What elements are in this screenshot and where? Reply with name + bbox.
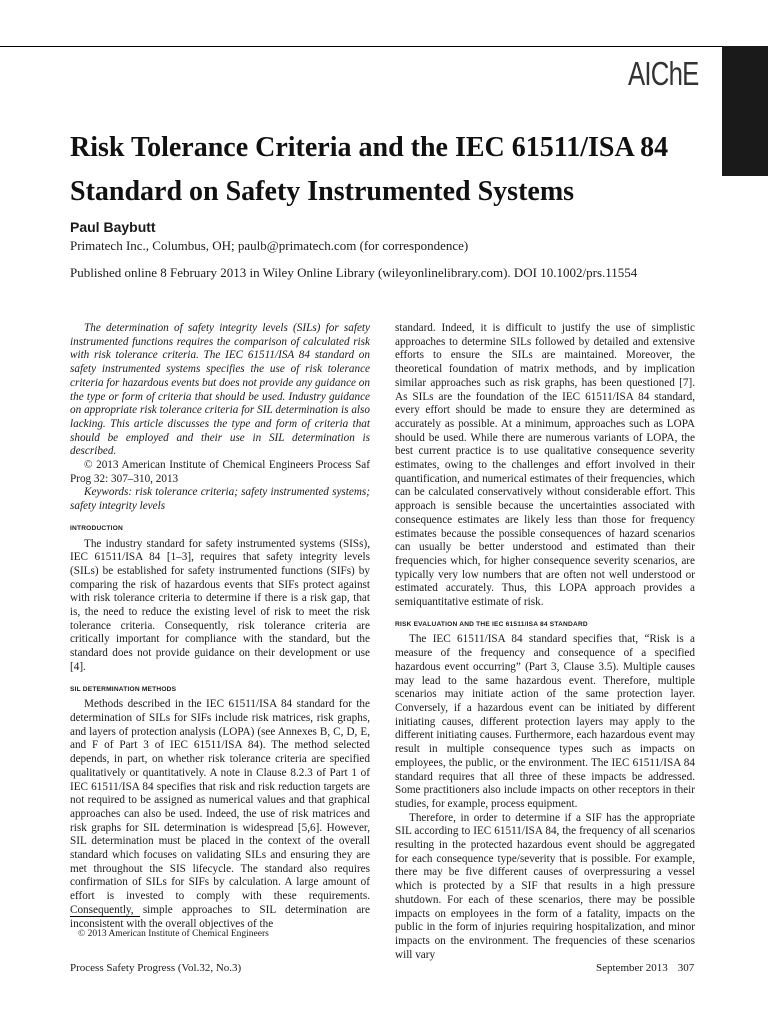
introduction-paragraph: The industry standard for safety instrumented systems (SISs), IEC 61511/ISA 84 [1–3], requires that safety integrity levels (SILs) be established for safety instrumented functions (SIFs) by comparing the risk of hazardous events that SIFs protect against with risk tolerance criteria to determine if there is a risk gap, that is, the need to reduce the existing level of risk to meet the risk tolerance criteria. Consequently, risk tolerance criteria are critically important for compliance with the standard, but the standard does not provide guidance on their development or use [4]. bbox=[70, 537, 370, 673]
header-rule bbox=[0, 46, 722, 47]
title-line-2: Standard on Safety Instrumented Systems bbox=[70, 176, 575, 207]
corner-tab-block bbox=[722, 46, 768, 176]
risk-evaluation-paragraph-2: Therefore, in order to determine if a SIF has the appropriate SIL according to IEC 61511/ISA 84, the frequency of all scenarios resulting in the protected hazardous event should be aggregated for each consequence type/severity that is possible. For example, there may be five different causes of overpressuring a vessel which is protected by a SIF that results in a high pressure shutdown. For each of these scenarios, there may be possible impacts on employees in the form of a fatality, impacts on the public in the form of injuries requiring hospitalization, and minor impacts on the environment. The frequencies of these scenarios will vary bbox=[395, 811, 695, 961]
keywords bbox=[70, 486, 370, 513]
title-line-1: Risk Tolerance Criteria and the IEC 61511/ISA 84 bbox=[70, 132, 669, 163]
abstract: The determination of safety integrity levels (SILs) for safety instrumented functions requires the comparison of calculated risk with risk tolerance criteria. The IEC 61511/ISA 84 standard on safety instrumented systems specifies the use of risk tolerance criteria for hazardous events but does not provide any guidance on the type or form of criteria that should be used. Industry guidance on appropriate risk tolerance criteria for SIL determination is also lacking. This article discusses the type and form of criteria that should be employed and their use in SIL determination is described. bbox=[70, 322, 370, 458]
left-column bbox=[70, 322, 370, 931]
issue-date: September 2013 bbox=[596, 962, 668, 974]
right-column bbox=[395, 322, 695, 962]
footnote: © 2013 American Institute of Chemical Engineers bbox=[78, 929, 269, 939]
date-page-footer bbox=[596, 962, 694, 974]
section-heading-sil-methods: SIL DETERMINATION METHODS bbox=[70, 685, 177, 693]
author-affiliation: Primatech Inc., Columbus, OH; paulb@primatech.com (for correspondence) bbox=[70, 238, 469, 253]
article-title bbox=[70, 126, 710, 214]
section-heading-risk-evaluation: RISK EVALUATION AND THE IEC 61511/ISA 84 STANDARD bbox=[395, 620, 588, 628]
aiche-logo: AIChE bbox=[628, 55, 699, 92]
keywords-label: Keywords: bbox=[84, 486, 133, 499]
author-name: Paul Baybutt bbox=[70, 219, 156, 235]
publication-info: Published online 8 February 2013 in Wiley Online Library (wileyonlinelibrary.com). DOI 10.1002/prs.11554 bbox=[70, 265, 638, 280]
sil-methods-paragraph: Methods described in the IEC 61511/ISA 84 standard for the determination of SILs for SIFs include risk matrices, risk graphs, and layers of protection analysis (LOPA) (see Annexes B, C, D, E, and F of Part 3 of IEC 61511/ISA 84). The method selected depends, in part, on whether risk tolerance criteria are specified qualitatively or quantitatively. A note in Clause 8.2.3 of Part 1 of IEC 61511/ISA 84 specifies that risk and risk reduction targets are not required to be assigned as numerical values and that graphical approaches can also be used. Indeed, the use of risk matrices and risk graphs for SIL determination is widespread [5,6]. However, SIL determination must be placed in the context of the overall standard which focuses on validating SILs and ensuring they are met throughout the SIS lifecycle. The standard also requires confirmation of SILs for SIFs by calculation. A large amount of effort is invested to comply with these requirements. Consequently, simple approaches to SIL determination are inconsistent with the overall objectives of the bbox=[70, 698, 370, 930]
journal-footer: Process Safety Progress (Vol.32, No.3) bbox=[70, 962, 242, 974]
section-heading-introduction: INTRODUCTION bbox=[70, 524, 123, 532]
footnote-rule bbox=[70, 916, 140, 917]
page-number: 307 bbox=[677, 962, 695, 974]
copyright-citation: © 2013 American Institute of Chemical Engineers Process Saf Prog 32: 307–310, 2013 bbox=[70, 459, 370, 485]
continued-paragraph: standard. Indeed, it is difficult to justify the use of simplistic approaches to determine SILs followed by detailed and extensive efforts to ensure the SILs are maintained. Moreover, the theoretical foundation of matrix methods, and by implication similar approaches such as risk graphs, has been questioned [7]. As SILs are the foundation of the IEC 61511/ISA 84 standard, every effort should be made to ensure they are determined as accurately as possible. At a minimum, approaches such as LOPA should be used. While there are numerous variants of LOPA, the best current practice is to use qualitative consequence severity estimates, owing to the challenges and effort involved in their quantification, and numerical estimates of their frequencies, which can be calculated conservatively without considerable effort. This approach is sensible because the uncertainties associated with consequence estimates are likely less than those for frequency estimates because the possible consequences of hazard scenarios can usually be better understood and estimated than their frequencies which, for higher consequence severity scenarios, are typically very low numbers that are often not well understood or estimated accurately. Thus, this LOPA approach provides a semiquantitative estimate of risk. bbox=[395, 322, 695, 609]
keywords-text: risk tolerance criteria; safety instrumented systems; safety integrity levels bbox=[70, 486, 370, 513]
risk-evaluation-paragraph-1: The IEC 61511/ISA 84 standard specifies that, “Risk is a measure of the frequency and consequence of a specified hazardous event occurring” (Part 3, Clause 3.5). Multiple causes may lead to the same hazardous event. Therefore, multiple scenarios may initiate action of the same protection layer. Conversely, if a hazardous event can be initiated by different initiating causes, different protection layers may apply to the different initiating causes. Furthermore, each hazardous event may result in multiple consequence types such as impacts on employees, the public, or the environment. The IEC 61511/ISA 84 standard requires that all three of these impacts be addressed. Some practitioners also include impacts on other receptors in their studies, for example, process equipment. bbox=[395, 633, 695, 810]
